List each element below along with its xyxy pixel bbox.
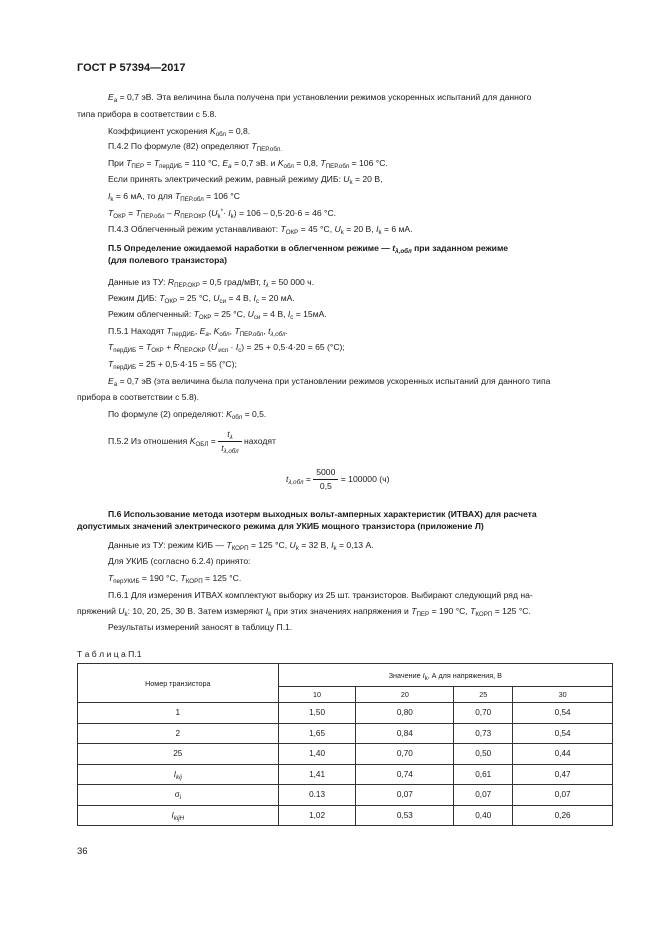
table-cell: 0,54 — [513, 703, 613, 724]
formula-result: $t_{\lambda,обл}$ = $\frac{5000}{0,5}$ = 100000 (ч) — [286, 467, 390, 491]
row-label: 2 — [78, 723, 279, 744]
text-line: П.6.1 Для измерения ИТВАХ комплектуют выборку из 25 шт. транзисторов. Выбирают следующий ряд на- — [108, 590, 533, 600]
voltage-header: 25 — [454, 687, 513, 703]
text-line: Режим облегченный: $T_{ОКР} = 25$ °С, $U_{си} = 4$ В, $I_с = 15мА$. — [108, 309, 327, 321]
table-cell: 1,02 — [278, 805, 356, 826]
table-cell: 1,65 — [278, 723, 356, 744]
text-line: $T_{перДИБ} = T_{ОКР} + R_{ПЕР.ОКР}$ $(U'_{исп} \cdot I_с) = 25 + 0,5\cdot 4\cdot 20 = 65$ (°С); — [108, 342, 345, 354]
text-line: Данные из ТУ: $R_{ПЕР.ОКР} = 0,5$ град/мВт, $t_\lambda = 50$ 000 ч. — [108, 277, 315, 289]
table-caption: Т а б л и ц а П.1 — [77, 649, 142, 659]
results-table — [77, 663, 613, 826]
table-cell: 1,40 — [278, 744, 356, 765]
voltage-header: 10 — [278, 687, 356, 703]
text-line: Режим ДИБ: $T_{ОКР} = 25$ °С, $U_{си} = 4$ В, $I_с = 20$ мА. — [108, 293, 295, 305]
table-cell: 0,47 — [513, 764, 613, 785]
section-heading: П.5 Определение ожидаемой наработки в облегченном режиме — $t_{\lambda,обл}$ при заданном режиме — [108, 243, 509, 255]
table-row — [78, 764, 613, 785]
text-line: $T_{перУКИБ} = 190$ °С, $T_{КОРП} = 125$ °С. — [108, 573, 242, 585]
table-row — [78, 744, 613, 765]
row-label-lower: $I_{kijH}$ — [78, 805, 279, 826]
table-cell: 1,41 — [278, 764, 356, 785]
table-cell: 0,26 — [513, 805, 613, 826]
text-line: Результаты измерений заносят в таблицу П.1. — [108, 622, 293, 632]
table-cell: 0,80 — [356, 703, 454, 724]
table-cell: 0.13 — [278, 785, 356, 806]
table-cell: 0,54 — [513, 723, 613, 744]
text-line: П.5.1 Находят $T_{перДИБ}$, $E_a$, $K_{обл}$, $T_{ПЕР.обл}$, $t_{\lambda,обл}$. — [108, 326, 288, 338]
table-cell: 0,07 — [454, 785, 513, 806]
fraction: $\frac{5000}{0,5}$ — [313, 466, 338, 493]
fraction: $\frac{t_\lambda}{t_{\lambda,обл}}$ — [218, 428, 241, 455]
row-label: 1 — [78, 703, 279, 724]
table-cell: 0,07 — [356, 785, 454, 806]
section-heading: (для полевого транзистора) — [108, 255, 228, 265]
text-line: $T_{ОКР} = T_{ПЕР.обл} - R_{ПЕР.ОКР}$ $(U_k^*\cdot I_k) = 106 - 0,5\cdot 20\cdot 6 = 46$ °С. — [108, 208, 337, 220]
formula-ratio: П.5.2 Из отношения $K_{ОБЛ}$ = $\frac{t_\lambda}{t_{\lambda,обл}}$ находят — [108, 429, 276, 455]
text-line: П.4.2 По формуле (82) определяют $T_{ПЕР.обл.}$ — [108, 141, 282, 153]
voltage-header: 20 — [356, 687, 454, 703]
table-cell: 0,70 — [356, 744, 454, 765]
table-cell: 0,74 — [356, 764, 454, 785]
voltage-header: 30 — [513, 687, 613, 703]
text-line: $I_k = 6$ мА, то для $T_{ПЕР.обл} = 106$ °С — [108, 191, 240, 203]
text-line: П.4.3 Облегченный режим устанавливают: $T_{ОКР} = 45$ °С, $U_k = 20$ В, $I_k = 6$ мА. — [108, 224, 413, 236]
text-line: $E_a = 0,7$ эВ (эта величина была получена при установлении режимов ускоренных испытаний для данного типа — [108, 376, 551, 388]
row-label-mean: $I_{kij}$ — [78, 764, 279, 785]
section-heading: допустимых значений электрического режима для УКИБ мощного транзистора (приложение Л) — [77, 521, 484, 531]
table-row — [78, 805, 613, 826]
text-line: При $T_{ПЕР} = T_{перДИБ} = 110$ °С, $E_a = 0,7$ эВ. и $K_{обл} = 0,8$, $T_{ПЕР.обл} = 106$ °С. — [108, 158, 388, 170]
text-line: По формуле (2) определяют: $K_{обл} = 0,5$. — [108, 409, 267, 421]
text-line: типа прибора в соответствии с 5.8. — [77, 109, 217, 119]
text-line: $E_a = 0,7$ эВ. Эта величина была получена при установлении режимов ускоренных испытаний для данного — [108, 92, 532, 104]
row-label: 25 — [78, 744, 279, 765]
table-cell: 0,07 — [513, 785, 613, 806]
text-line: Данные из ТУ: режим КИБ — $T_{КОРП} = 125$ °С, $U_k = 32$ В, $I_k = 0,13$ А. — [108, 540, 374, 552]
table-cell: 0,84 — [356, 723, 454, 744]
text-line: $T_{перДИБ} = 25 + 0,5\cdot 4\cdot 15 = 55$ (°С); — [108, 359, 237, 371]
table-cell: 0,44 — [513, 744, 613, 765]
table-cell: 1,50 — [278, 703, 356, 724]
table-cell: 0,61 — [454, 764, 513, 785]
text-line: Если принять электрический режим, равный режиму ДИБ: $U_k = 20$ В, — [108, 174, 383, 186]
col-header-current: Значение $I_k$, А для напряжения, В — [278, 664, 612, 687]
text-line: прибора в соответствии с 5.8). — [77, 392, 200, 402]
section-heading: П.6 Использование метода изотерм выходных вольт-амперных характеристик (ИТВАХ) для расчета — [108, 509, 537, 519]
table-row — [78, 723, 613, 744]
table-row — [78, 785, 613, 806]
table-cell: 0,70 — [454, 703, 513, 724]
col-header-transistor: Номер транзистора — [78, 664, 279, 703]
table-row — [78, 703, 613, 724]
page-number: 36 — [77, 846, 88, 857]
table-cell: 0,40 — [454, 805, 513, 826]
text-line: Для УКИБ (согласно 6.2.4) принято: — [108, 556, 251, 566]
text-line: Коэффициент ускорения $K_{обл} = 0,8$. — [108, 126, 251, 138]
text-line: пряжений $U_k$: 10, 20, 25, 30 В. Затем измеряют $I_k$ при этих значениях напряжения и $T_{ПЕР} = 190$ °С, $T_{КОРП} = 125$ °С. — [77, 606, 531, 618]
row-label-sigma: $\sigma_i$ — [78, 785, 279, 806]
table-cell: 0,53 — [356, 805, 454, 826]
table-cell: 0,50 — [454, 744, 513, 765]
table-cell: 0,73 — [454, 723, 513, 744]
page-header: ГОСТ Р 57394—2017 — [77, 62, 186, 74]
